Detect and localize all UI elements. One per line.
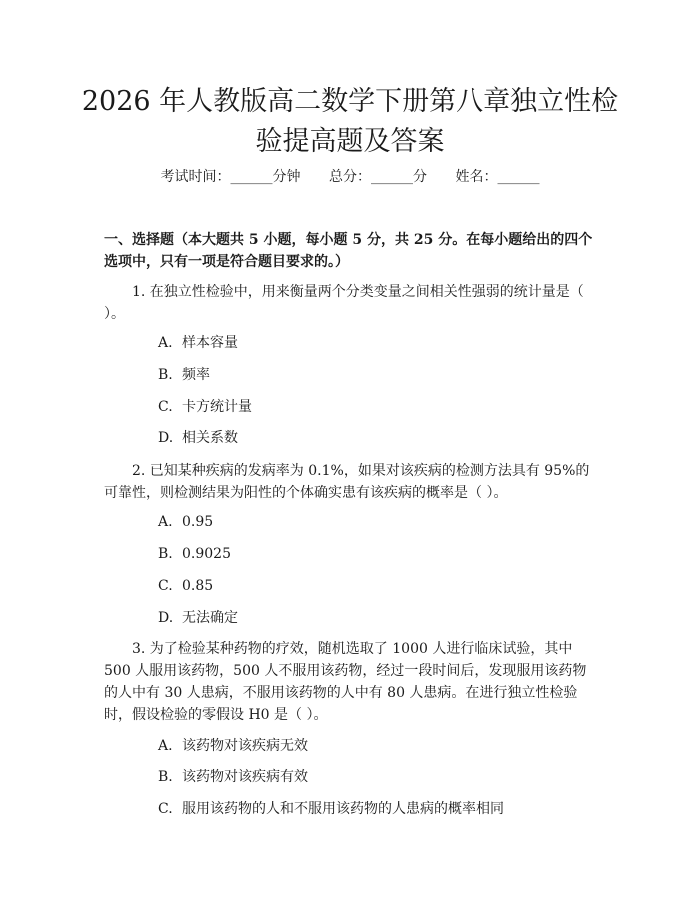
question-3-text: 3. 为了检验某种药物的疗效，随机选取了 1000 人进行临床试验，其中 500 人服用该药物，500 人不服用该药物，经过一段时间后，发现服用该药物的人中有 30 人患病，不服用该药物的人中有 80 人患病。在进行独立性检验时，假设检验的零假设 H0 是（ ）。 (104, 641, 587, 723)
question-1-text: 1. 在独立性检验中，用来衡量两个分类变量之间相关性强弱的统计量是（ ）。 (104, 284, 584, 322)
title-line-2: 验提高题及答案 (255, 126, 445, 157)
question-2-text: 2. 已知某种疾病的发病率为 0.1%，如果对该疾病的检测方法具有 95%的可靠性，则检测结果为阳性的个体确实患有该疾病的概率是（ ）。 (104, 463, 590, 501)
option-text: 频率 (182, 367, 210, 383)
option-text: 0.95 (182, 514, 214, 530)
question-1 (104, 281, 594, 325)
section-heading: 一、选择题（本大题共 5 小题，每小题 5 分，共 25 分。在每小题给出的四个选项中，只有一项是符合题目要求的。） (104, 232, 593, 270)
option-text: 服用该药物的人和不服用该药物的人患病的概率相同 (182, 801, 504, 817)
question-2 (104, 460, 594, 504)
option-text: 0.9025 (182, 546, 231, 562)
option-text: 相关系数 (182, 430, 238, 446)
q3-option-a (158, 736, 308, 756)
option-letter: D. (158, 610, 174, 626)
page-title (60, 82, 640, 162)
q3-option-b (158, 767, 308, 787)
option-text: 该药物对该疾病无效 (182, 738, 308, 754)
option-letter: B. (158, 546, 173, 562)
option-text: 样本容量 (182, 335, 238, 351)
option-text: 该药物对该疾病有效 (182, 769, 308, 785)
option-text: 卡方统计量 (182, 399, 252, 415)
q1-option-d (158, 428, 238, 448)
option-letter: C. (158, 578, 173, 594)
exam-score-field: 总分：______分 (329, 169, 427, 185)
option-letter: C. (158, 399, 173, 415)
option-letter: A. (158, 514, 173, 530)
exam-name-field: 姓名：______ (455, 169, 540, 185)
exam-time-field: 考试时间：______分钟 (160, 169, 301, 185)
q1-option-c (158, 397, 252, 417)
q2-option-b (158, 544, 231, 564)
q2-option-a (158, 512, 213, 532)
option-letter: C. (158, 801, 173, 817)
option-text: 0.85 (182, 578, 214, 594)
q3-option-c (158, 799, 504, 819)
exam-info-row (0, 167, 700, 187)
option-text: 无法确定 (182, 610, 238, 626)
title-line-1: 2026 年人教版高二数学下册第八章独立性检 (81, 86, 619, 117)
option-letter: A. (158, 738, 173, 754)
option-letter: D. (158, 430, 174, 446)
q1-option-a (158, 333, 238, 353)
question-3 (104, 638, 594, 726)
option-letter: A. (158, 335, 173, 351)
option-letter: B. (158, 769, 173, 785)
q1-option-b (158, 365, 210, 385)
q2-option-c (158, 576, 213, 596)
option-letter: B. (158, 367, 173, 383)
q2-option-d (158, 608, 238, 628)
